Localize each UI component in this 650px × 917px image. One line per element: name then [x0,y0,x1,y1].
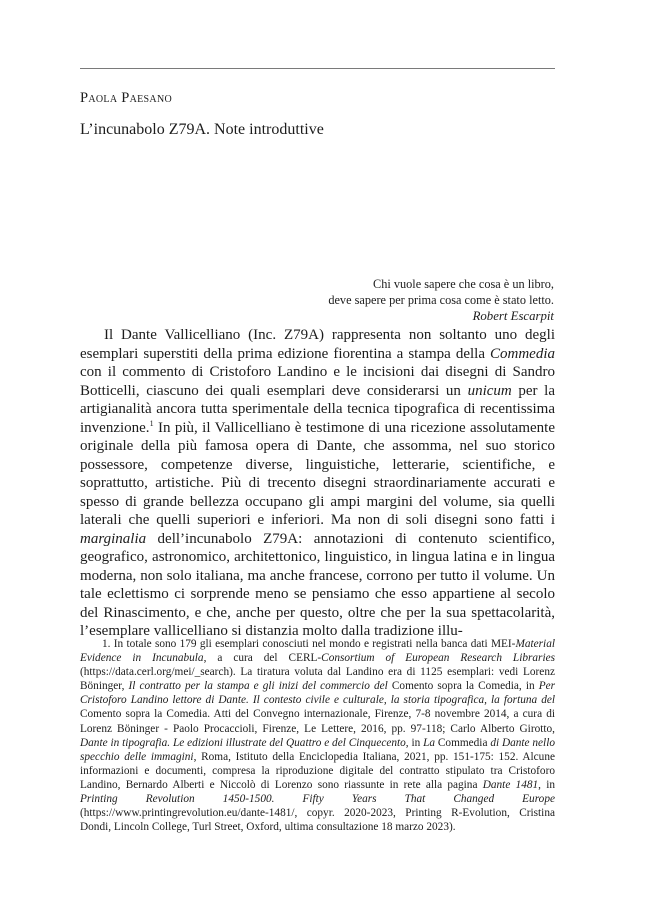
italic-run: Il contratto per la stampa e gli inizi del commercio del [128,680,388,693]
text-run: con il commento di Cristoforo Landino e le incisioni dai disegni di Sandro Botticelli, ciascuno dei quali esemplari deve considerarsi un [80,364,555,399]
text-run: (https://www.printingrevolution.eu/dante-1481/, copyr. 2020-2023, Printing R-Evolution, Cristina Dondi, Lincoln College, Turl Street, Oxford, ultima consultazione 18 marzo 2023). [80,807,555,834]
italic-run: Material Evidence in Incunabula [80,638,555,665]
epigraph-author: Robert Escarpit [472,309,554,323]
text-run: , a cura del CERL- [203,652,322,665]
text-run: , in [538,778,555,791]
text-run: Comento sopra la Comedia, in [387,680,539,693]
epigraph-line: Chi vuole sapere che cosa è un libro, [373,277,554,291]
body-paragraph [80,326,555,641]
italic-run: Consortium of European Research Libraries [321,652,555,665]
text-run: Il Dante Vallicelliano (Inc. Z79A) rappresenta non soltanto uno degli esemplari superstiti della prima edizione fiorentina a stampa della [80,327,555,362]
body-text [80,326,555,641]
italic-run: Dante 1481 [482,778,539,791]
text-run: In più, il Vallicelliano è testimone di una ricezione assolutamente originale della più famosa opera di Dante, che assomma, nel suo storico possessore, competenze diverse, linguistiche, letterarie, scientifiche, e soprattutto, artistiche. Più di trecento disegni straordinariamente accurati e spesso di grande bellezza occupano gli ampi margini del volume, sia quelli laterali che quelli superiori e inferiori. Ma non di soli disegni sono fatti i [80,419,555,528]
text-run: (https://data.cerl.org/mei/_search). La tiratura voluta dal Landino era di 1125 esemplari: vedi Lorenz Böninger, [80,666,555,693]
article-title: L’incunabolo Z79A. Note introduttive [80,121,324,138]
epigraph-line: deve sapere per prima cosa come è stato letto. [328,293,554,307]
footnote [80,637,555,834]
text-run: Commedia [435,736,491,749]
article-author: Paola Paesano [80,90,172,106]
italic-run: Per Cristoforo Landino lettore di Dante. Il contesto civile e culturale, la storia tipografica, la fortuna del [80,680,555,707]
text-run: per la artigianalità ancora tutta sperimentale della tecnica tipografica di recentissima invenzione. [80,382,556,436]
italic-run: Dante in tipografia. Le edizioni illustrate del Quattro e del Cinquecento [80,736,406,749]
italic-run: unicum [467,382,512,399]
italic-run: di Dante nello specchio delle immagini [80,736,555,763]
text-run: Comento sopra la Comedia. Atti del Convegno internazionale, Firenze, 7-8 novembre 2014, a cura di Lorenz Böninger - Paolo Procaccioli, Firenze, Le Lettere, 2016, pp. 97-118; Carlo Alberto Girotto, [80,708,555,735]
text-run: , in [405,736,424,749]
footnote-paragraph [80,637,555,834]
italic-run: Printing Revolution 1450-1500. Fifty Years That Changed Europe [80,793,555,806]
italic-run: marginalia [80,530,147,547]
italic-run: Commedia [490,345,555,362]
footnote-reference[interactable]: 1 [149,418,154,428]
text-run: dell’incunabolo Z79A: annotazioni di contenuto scientifico, geografico, astronomico, architettonico, linguistico, in lingua latina e in lingua moderna, non solo italiana, ma anche francese, corrono per tutto il volume. Un tale eclettismo ci sorprende meno se pensiamo che esso appartiene al secolo del Rinascimento, e che, anche per questo, oltre che per la sua spettacolarità, l’esemplare vallicelliano si distanzia molto dalla tradizione illu- [80,530,555,639]
text-run: 1. In totale sono 179 gli esemplari conosciuti nel mondo e registrati nella banca dati MEI- [102,638,516,650]
epigraph [134,276,554,324]
header-rule [80,68,555,69]
italic-run: La [423,736,436,749]
text-run: , Roma, Istituto della Enciclopedia Italiana, 2021, pp. 151-175: 152. Alcune informazioni e documenti, compresa la riproduzione digitale del contratto stipulato tra Cristoforo Landino, Bernardo Alberti e Niccolò di Lorenzo sono riassunte in rete alla pagina [80,750,555,791]
